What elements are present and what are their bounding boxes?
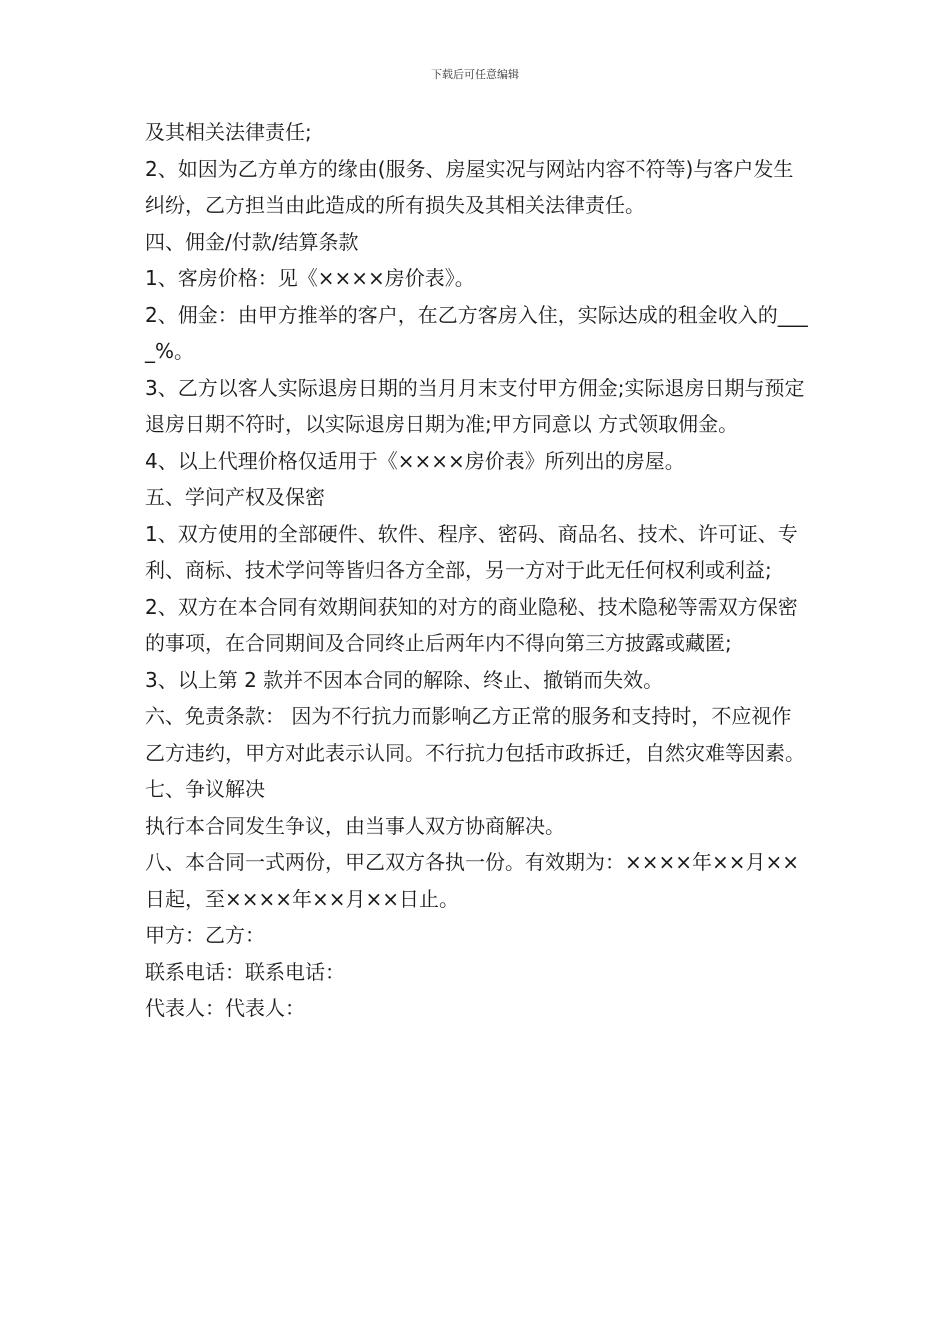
paragraph-liability-end: 及其相关法律责任; (145, 120, 312, 144)
signature-representatives: 代表人：代表人： (145, 996, 305, 1020)
paragraph-ip-ownership: 1、双方使用的全部硬件、软件、程序、密码、商品名、技术、许可证、专利、商标、技术学问等皆归各方全部，另一方对于此无任何权利或利益; (145, 521, 798, 582)
paragraph-survival: 3、以上第 2 款并不因本合同的解除、终止、撤销而失效。 (145, 667, 664, 692)
paragraph-confidentiality: 2、双方在本合同有效期间获知的对方的商业隐秘、技术隐秘等需双方保密的事项，在合同期间及合同终止后两年内不得向第三方披露或藏匿; (145, 594, 798, 655)
signature-parties: 甲方：乙方： (145, 923, 265, 947)
contract-body (145, 114, 810, 1027)
page-header-note: 下载后可任意编辑 (431, 68, 519, 81)
signature-phones: 联系电话：联系电话： (145, 959, 345, 984)
section-copies-validity: 八、本合同一式两份，甲乙双方各执一份。有效期为：××××年××月××日起，至××××年××月××日止。 (145, 850, 800, 911)
paragraph-room-price: 1、客房价格：见《××××房价表》。 (145, 266, 475, 290)
paragraph-dispute-liability: 2、如因为乙方单方的缘由(服务、房屋实况与网站内容不符等)与客户发生纠纷，乙方担当由此造成的所有损失及其相关法律责任。 (145, 156, 794, 217)
section-heading-ip: 五、学问产权及保密 (145, 485, 325, 509)
paragraph-payment-date: 3、乙方以客人实际退房日期的当月月末支付甲方佣金;实际退房日期与预定退房日期不符时，以实际退房日期为准;甲方同意以 方式领取佣金。 (145, 375, 805, 436)
section-heading-commission: 四、佣金/付款/结算条款 (145, 229, 359, 254)
paragraph-dispute-resolution: 执行本合同发生争议，由当事人双方协商解决。 (145, 813, 565, 838)
paragraph-price-scope: 4、以上代理价格仅适用于《××××房价表》所列出的房屋。 (145, 448, 685, 473)
paragraph-commission: 2、佣金：由甲方推举的客户，在乙方客房入住，实际达成的租金收入的____%。 (145, 302, 808, 363)
section-heading-dispute: 七、争议解决 (145, 777, 265, 801)
section-force-majeure: 六、免责条款： 因为不行抗力而影响乙方正常的服务和支持时，不应视作乙方违约，甲方对此表示认同。不行抗力包括市政拆迁，自然灾难等因素。 (145, 704, 805, 765)
